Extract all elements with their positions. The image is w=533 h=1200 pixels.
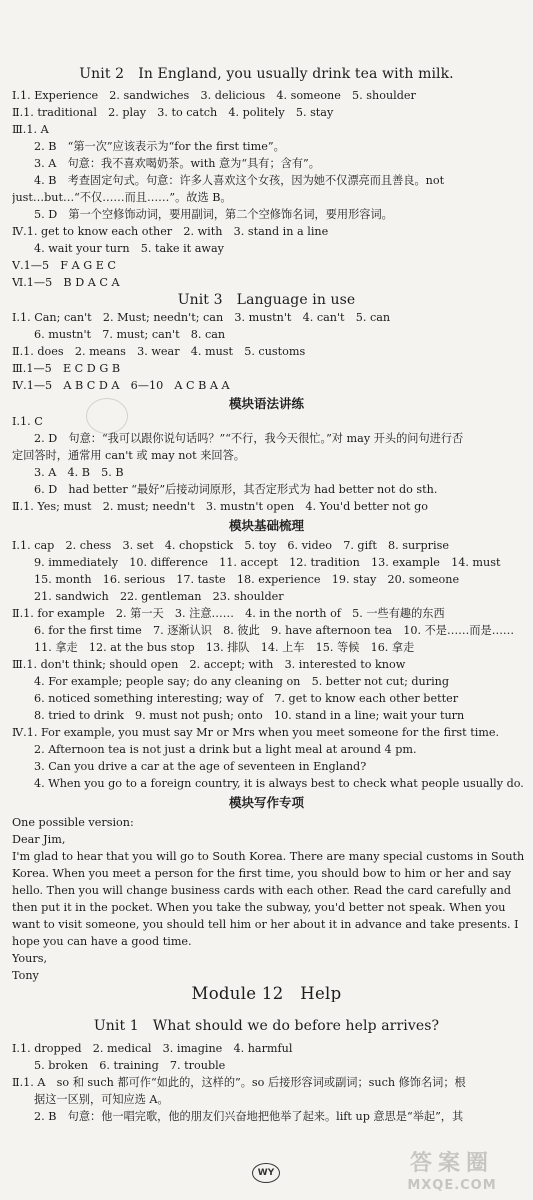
basics-line: Ⅳ.1. For example, you must say Mr or Mrs when you meet someone for the first time.: [12, 726, 500, 739]
unit2-line: Ⅴ.1—5 F A G E C: [12, 259, 116, 272]
unit3-line: Ⅲ.1—5 E C D G B: [12, 362, 121, 375]
grammar-title: 模块语法讲练: [228, 396, 304, 411]
writing-line: want to visit someone, you should tell him or her about it in advance and take presents. I: [12, 918, 519, 931]
writing-line: I'm glad to hear that you will go to South Korea. There are many special customs in South: [12, 850, 525, 863]
basics-line: 4. When you go to a foreign country, it is always best to check what people usually do.: [34, 777, 524, 790]
grammar-line: Ⅰ.1. C: [12, 415, 43, 428]
unit3-line: Ⅱ.1. does 2. means 3. wear 4. must 5. customs: [12, 345, 306, 358]
unit2-title: Unit 2 In England, you usually drink tea with milk.: [79, 66, 454, 82]
writing-line: hello. Then you will change business cards with each other. Read the card carefully and: [12, 884, 511, 897]
unit3-line: Ⅰ.1. Can; can't 2. Must; needn't; can 3. mustn't 4. can't 5. can: [12, 311, 391, 324]
unit2-line: Ⅵ.1—5 B D A C A: [12, 276, 120, 289]
module12-title: Module 12 Help: [191, 986, 342, 1002]
module12-unit1-title: Unit 1 What should we do before help arrives?: [93, 1018, 440, 1034]
writing-title: 模块写作专项: [228, 795, 304, 810]
writing-line: One possible version:: [12, 816, 134, 829]
basics-line: Ⅰ.1. cap 2. chess 3. set 4. chopstick 5. toy 6. video 7. gift 8. surprise: [12, 539, 449, 552]
basics-line: 6. for the first time 7. 逐渐认识 8. 彼此 9. have afternoon tea 10. 不是……而是……: [34, 624, 515, 637]
basics-line: 2. Afternoon tea is not just a drink but a light meal at around 4 pm.: [34, 743, 417, 756]
basics-line: 9. immediately 10. difference 11. accept 12. tradition 13. example 14. must: [34, 556, 501, 569]
unit2-line: 3. A 句意：我不喜欢喝奶茶。with 意为“具有；含有”。: [34, 157, 320, 170]
basics-line: 4. For example; people say; do any cleaning on 5. better not cut; during: [34, 675, 450, 688]
basics-line: 15. month 16. serious 17. taste 18. experience 19. stay 20. someone: [34, 573, 460, 586]
writing-line: then put it in the pocket. When you take the subway, you'd better not speak. When you: [12, 901, 506, 914]
module12-line: Ⅱ.1. A so 和 such 都可作“如此的，这样的”。so 后接形容词或副词；such 修饰名词；根: [12, 1076, 466, 1089]
writing-line: Dear Jim,: [12, 833, 66, 846]
unit2-line: 2. B “第一次”应该表示为“for the first time”。: [34, 140, 285, 153]
writing-line: hope you can have a good time.: [12, 935, 192, 948]
grammar-line: 6. D had better “最好”后接动词原形，其否定形式为 had better not do sth.: [34, 483, 438, 496]
module12-line: 据这一区别，可知应选 A。: [34, 1093, 169, 1106]
grammar-line: 定回答时，通常用 can't 或 may not 来回答。: [12, 449, 245, 462]
module12-line: 5. broken 6. training 7. trouble: [34, 1059, 226, 1072]
unit3-title: Unit 3 Language in use: [177, 292, 356, 308]
watermark-main: 答案圈: [409, 1151, 494, 1176]
watermark-sub: MXQE.COM: [407, 1178, 497, 1193]
writing-line: Tony: [12, 969, 39, 982]
basics-line: 6. noticed something interesting; way of 7. get to know each other better: [34, 692, 459, 705]
basics-line: 3. Can you drive a car at the age of seventeen in England?: [34, 760, 367, 773]
basics-line: Ⅱ.1. for example 2. 第一天 3. 注意…… 4. in the north of 5. 一些有趣的东西: [12, 607, 445, 620]
grammar-line: 3. A 4. B 5. B: [34, 466, 124, 479]
grammar-line: Ⅱ.1. Yes; must 2. must; needn't 3. mustn't open 4. You'd better not go: [12, 500, 428, 513]
basics-line: 11. 拿走 12. at the bus stop 13. 排队 14. 上车 15. 等候 16. 拿走: [34, 641, 415, 654]
module12-line: 2. B 句意：他一唱完歌，他的朋友们兴奋地把他举了起来。lift up 意思是“举起”，其: [34, 1110, 464, 1123]
writing-line: Korea. When you meet a person for the first time, you should bow to him or her and say: [12, 867, 512, 880]
grammar-line: 2. D 句意：“我可以跟你说句话吗？”“不行，我今天很忙。”对 may 开头的问句进行否: [34, 432, 464, 445]
site-watermark: [377, 1150, 527, 1198]
writing-line: Yours,: [12, 952, 47, 965]
unit2-line: just…but…“不仅……而且……”。故选 B。: [12, 191, 232, 204]
publisher-logo: WY: [252, 1163, 280, 1183]
unit2-line: Ⅳ.1. get to know each other 2. with 3. stand in a line: [12, 225, 329, 238]
faint-stamp: [86, 398, 128, 434]
unit2-line: Ⅱ.1. traditional 2. play 3. to catch 4. politely 5. stay: [12, 106, 334, 119]
unit2-line: 4. B 考查固定句式。句意：许多人喜欢这个女孩，因为她不仅漂亮而且善良。not: [34, 174, 445, 187]
unit2-line: Ⅰ.1. Experience 2. sandwiches 3. delicious 4. someone 5. shoulder: [12, 89, 416, 102]
unit2-line: Ⅲ.1. A: [12, 123, 49, 136]
basics-line: Ⅲ.1. don't think; should open 2. accept; with 3. interested to know: [12, 658, 406, 671]
unit2-line: 5. D 第一个空修饰动词，要用副词，第二个空修饰名词，要用形容词。: [34, 208, 393, 221]
basics-title: 模块基础梳理: [228, 518, 304, 533]
basics-line: 21. sandwich 22. gentleman 23. shoulder: [34, 590, 284, 603]
basics-line: 8. tried to drink 9. must not push; onto 10. stand in a line; wait your turn: [34, 709, 465, 722]
unit3-line: 6. mustn't 7. must; can't 8. can: [34, 328, 226, 341]
unit2-line: 4. wait your turn 5. take it away: [34, 242, 224, 255]
unit3-line: Ⅳ.1—5 A B C D A 6—10 A C B A A: [12, 379, 230, 392]
module12-line: Ⅰ.1. dropped 2. medical 3. imagine 4. harmful: [12, 1042, 293, 1055]
